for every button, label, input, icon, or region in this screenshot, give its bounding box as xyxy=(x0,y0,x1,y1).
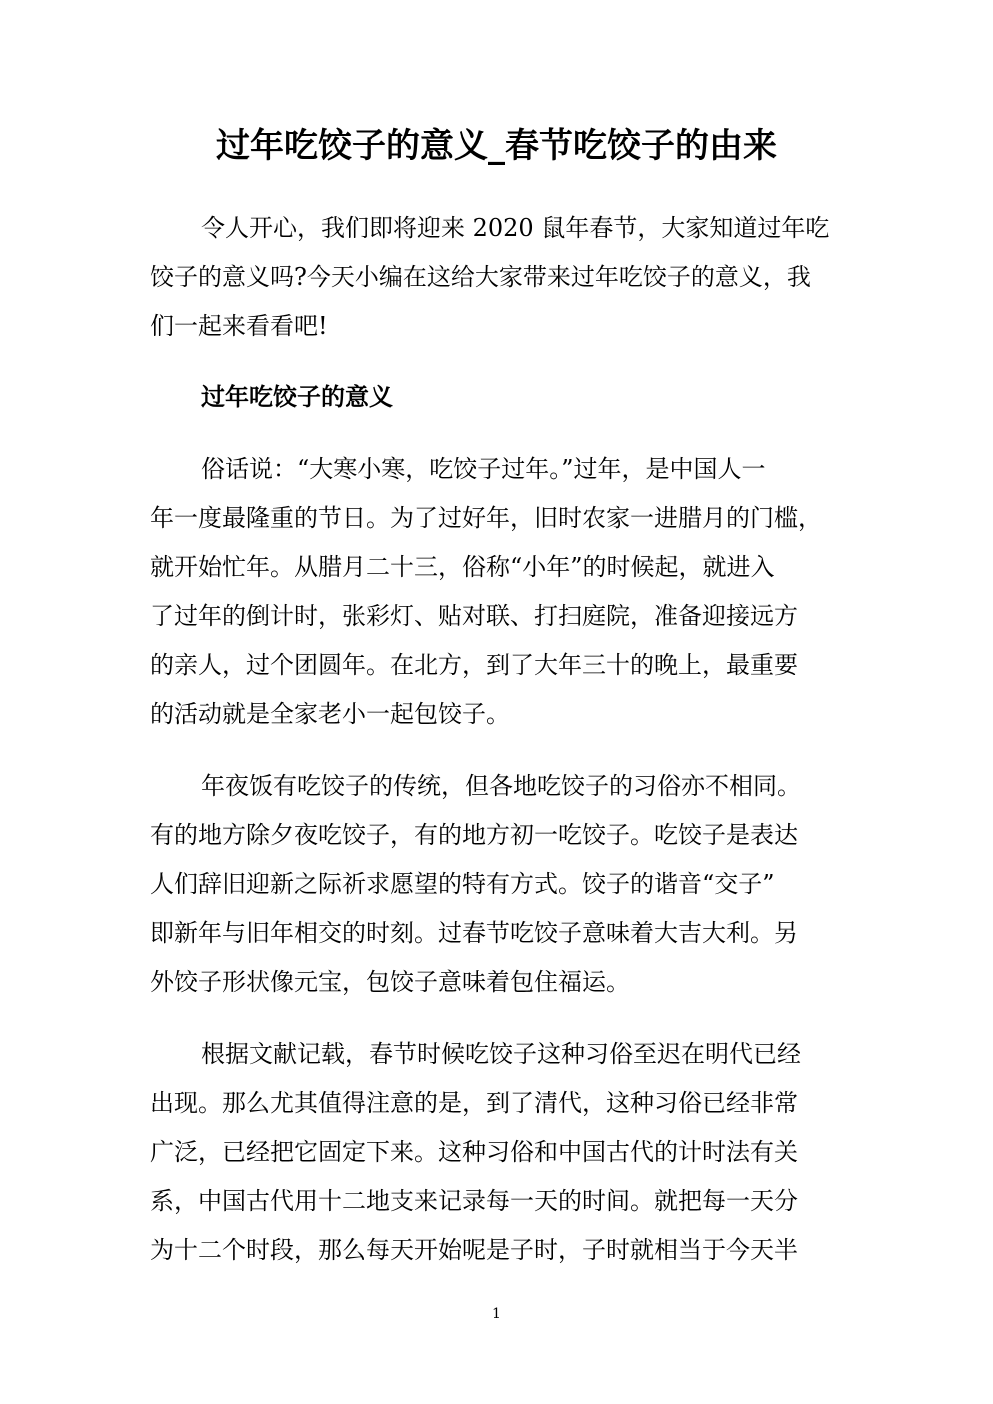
document-title: 过年吃饺子的意义_春节吃饺子的由来 xyxy=(216,126,777,166)
page-number: 1 xyxy=(492,1306,501,1322)
paragraph-4-line-3: 广泛，已经把它固定下来。这种习俗和中国古代的计时法有关 xyxy=(150,1138,798,1166)
paragraph-2-line-1: 俗话说：“大寒小寒，吃饺子过年。”过年，是中国人一 xyxy=(201,455,766,483)
paragraph-1-line-2: 饺子的意义吗?今天小编在这给大家带来过年吃饺子的意义，我 xyxy=(150,263,811,291)
paragraph-4-line-2: 出现。那么尤其值得注意的是，到了清代，这种习俗已经非常 xyxy=(150,1089,798,1117)
paragraph-1-line-3: 们一起来看看吧! xyxy=(150,312,328,340)
paragraph-3-line-5: 外饺子形状像元宝，包饺子意味着包住福运。 xyxy=(150,968,630,996)
paragraph-3-line-1: 年夜饭有吃饺子的传统，但各地吃饺子的习俗亦不相同。 xyxy=(201,772,801,800)
paragraph-3-line-4: 即新年与旧年相交的时刻。过春节吃饺子意味着大吉大利。另 xyxy=(150,919,798,947)
paragraph-2-line-5: 的亲人，过个团圆年。在北方，到了大年三十的晚上，最重要 xyxy=(150,651,798,679)
paragraph-2-line-2: 年一度最隆重的节日。为了过好年，旧时农家一进腊月的门槛， xyxy=(150,504,822,532)
paragraph-4-line-4: 系，中国古代用十二地支来记录每一天的时间。就把每一天分 xyxy=(150,1187,798,1215)
paragraph-1-line-1: 令人开心，我们即将迎来 2020 鼠年春节，大家知道过年吃 xyxy=(201,214,830,242)
paragraph-4-line-1: 根据文献记载，春节时候吃饺子这种习俗至迟在明代已经 xyxy=(201,1040,801,1068)
section-heading: 过年吃饺子的意义 xyxy=(201,382,393,411)
paragraph-2-line-6: 的活动就是全家老小一起包饺子。 xyxy=(150,700,510,728)
paragraph-4-line-5: 为十二个时段，那么每天开始呢是子时，子时就相当于今天半 xyxy=(150,1236,798,1264)
paragraph-2-line-3: 就开始忙年。从腊月二十三，俗称“小年”的时候起，就进入 xyxy=(150,553,775,581)
paragraph-2-line-4: 了过年的倒计时，张彩灯、贴对联、打扫庭院，准备迎接远方 xyxy=(150,602,798,630)
paragraph-3-line-3: 人们辞旧迎新之际祈求愿望的特有方式。饺子的谐音“交子” xyxy=(150,870,775,898)
paragraph-3-line-2: 有的地方除夕夜吃饺子，有的地方初一吃饺子。吃饺子是表达 xyxy=(150,821,798,849)
